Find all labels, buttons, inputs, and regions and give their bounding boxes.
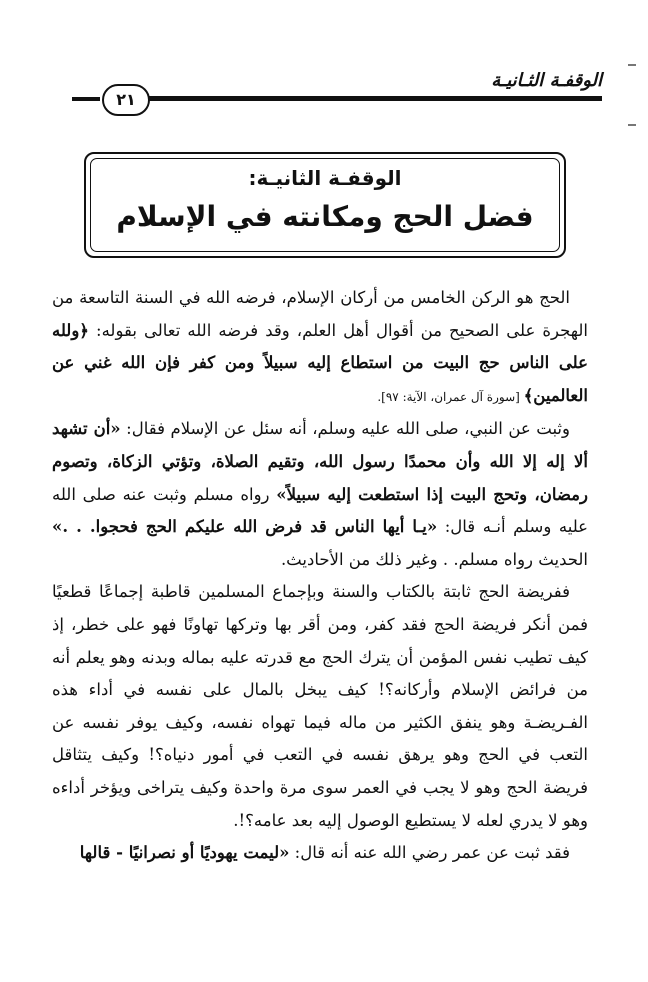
body-text xyxy=(52,282,588,870)
paragraph xyxy=(52,837,588,870)
text-run: الحج هو الركن الخامس من أركان الإسلام، فرضه الله في السنة التاسعة من الهجرة على الصحيح من أقوال أهل العلم، وقد فرضه الله تعالى بقوله: xyxy=(52,288,588,340)
hadith-quote: «يـا أيها الناس قد فرض الله عليكم الحج فحجوا. . .» xyxy=(52,517,438,537)
quran-verse: ﴿ولله على الناس حج البيت من استطاع إليه سبيلاً ومن كفر فإن الله غني عن العالمين﴾ xyxy=(52,320,588,405)
text-run: فقد ثبت عن عمر رضي الله عنه أنه قال: xyxy=(289,843,570,863)
paragraph xyxy=(52,576,588,837)
paragraph xyxy=(52,413,588,576)
verse-reference: [سورة آل عمران، الآية: ٩٧]. xyxy=(377,389,524,404)
chapter-title: فضل الحج ومكانته في الإسلام xyxy=(116,200,534,233)
text-run: رواه مسلم وثبت عنه صلى الله عليه وسلم أنـه قال: xyxy=(52,484,588,537)
text-run: ففريضة الحج ثابتة بالكتاب والسنة وبإجماع المسلمين قاطبة إجماعًا قطعيًا فمن أنكر فريضة الحج فقد كفر، ومن أقر بها وتركها تهاونًا فهو على خطر، إذ كيف تطيب نفس المؤمن أن يترك الحج مع قدرته عليه بماله وبدنه وهو يعلم أنه من فرائض الإسلام وأركانه؟! كيف يبخل بالمال على نفسه في أداء هذه الفـريضـة وهو ينفق الكثير من ماله فيما تهواه نفسه، وكيف يوفر نفسه عن التعب في الحج وهو يرهق نفسه في التعب في أمور دنياه؟! وكيف يتثاقل فريضة الحج وهو لا يجب في العمر سوى مرة واحدة وكيف يتراخى ويؤخر أداءه وهو لا يدري لعله لا يستطيع الوصول إليه بعد عامه؟!. xyxy=(52,582,588,830)
section-label: الوقفـة الثانيـة: xyxy=(248,166,402,190)
running-title: الوقفـة الثـانيـة xyxy=(491,70,602,91)
chapter-title-frame xyxy=(84,152,566,258)
paragraph xyxy=(52,282,588,413)
header-rule-left xyxy=(72,97,100,101)
running-header xyxy=(66,64,602,120)
margin-mark xyxy=(628,64,636,66)
text-run: وثبت عن النبي، صلى الله عليه وسلم، أنه سئل عن الإسلام فقال: xyxy=(120,419,570,439)
athar-quote: «ليمت يهوديًا أو نصرانيًا - قالها xyxy=(79,843,290,863)
hadith-quote: «أن تشهد ألا إله إلا الله وأن محمدًا رسول الله، وتقيم الصلاة، وتؤتي الزكاة، وتصوم رمضان، وتحج البيت إذا استطعت إليه سبيلاً» xyxy=(52,419,588,504)
header-rule xyxy=(146,96,602,101)
text-run: الحديث رواه مسلم. . وغير ذلك من الأحاديث. xyxy=(280,549,588,569)
page-number: ٢١ xyxy=(102,84,150,116)
margin-mark xyxy=(628,124,636,126)
